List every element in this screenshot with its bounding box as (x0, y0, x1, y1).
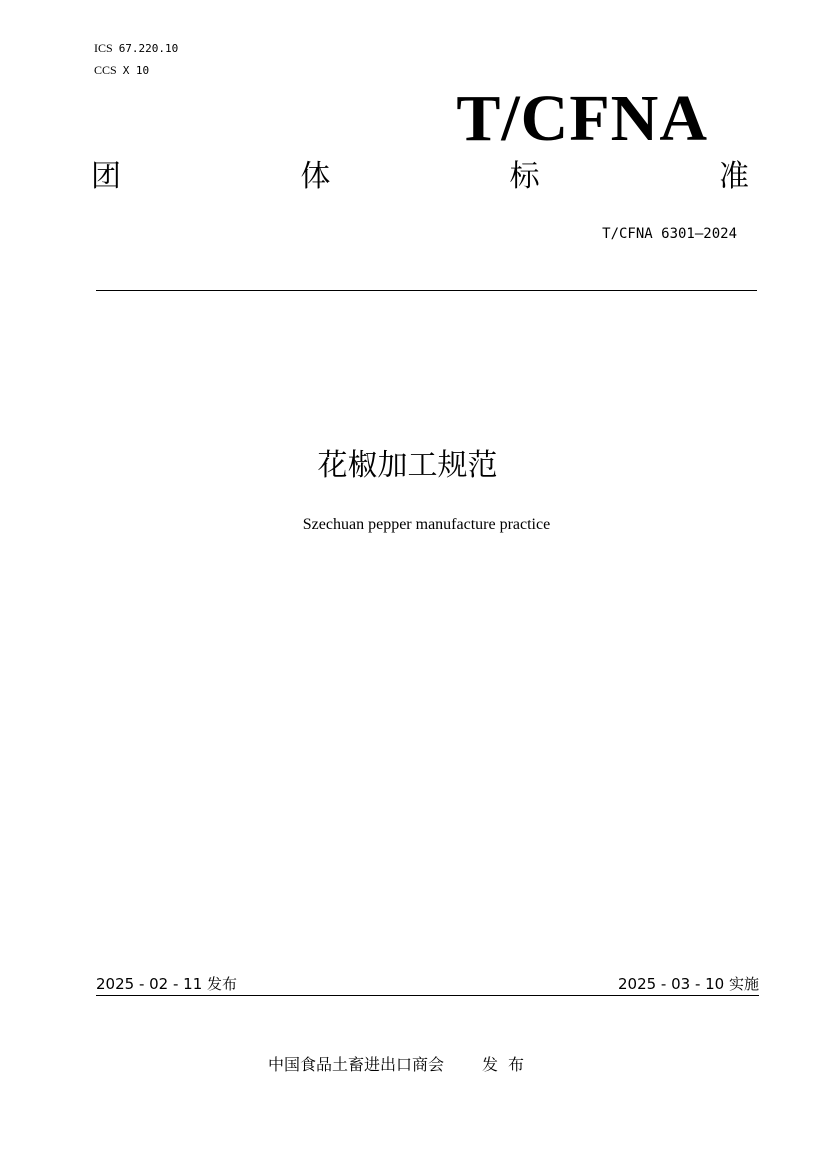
document-title-english: Szechuan pepper manufacture practice (302, 516, 551, 533)
standard-type-heading (91, 159, 749, 195)
header-divider (96, 290, 757, 291)
ccs-label: CCS (94, 63, 117, 77)
footer-divider (96, 995, 759, 996)
ics-classification (94, 41, 178, 56)
publish-action: 发布 (482, 1055, 535, 1074)
standard-type-char: 标 (509, 159, 540, 194)
ccs-value: X 10 (122, 64, 150, 77)
ccs-classification (94, 63, 149, 78)
publisher-name: 中国食品土畜进出口商会 (268, 1055, 445, 1074)
standard-logo: T/CFNA (456, 82, 708, 155)
document-title-chinese: 花椒加工规范 (317, 448, 498, 483)
standard-type-char: 体 (300, 159, 331, 194)
publisher-line (268, 1054, 534, 1076)
standard-type-char: 团 (91, 159, 121, 194)
standard-type-char: 准 (718, 159, 749, 194)
standard-number: T/CFNA 6301—2024 (602, 226, 737, 242)
ics-value: 67.220.10 (118, 42, 179, 55)
implementation-date: 2025 - 03 - 10 实施 (617, 975, 759, 993)
ics-label: ICS (94, 41, 113, 55)
issue-date: 2025 - 02 - 11 发布 (96, 975, 238, 993)
